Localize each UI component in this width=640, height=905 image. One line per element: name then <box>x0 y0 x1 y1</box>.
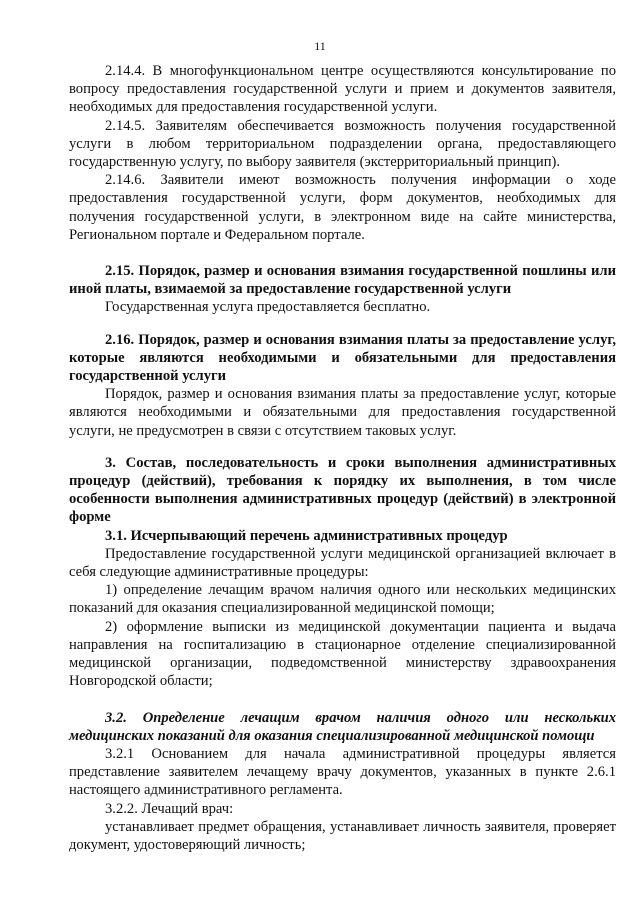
list-item-2: 2) оформление выписки из медицинской документации пациента и выдача направления на госпитализацию в стационарное отделение специализированной медицинской организации, подведомственной министерству здравоохранения Новгородской области; <box>69 618 616 690</box>
paragraph-2-14-5: 2.14.5. Заявителям обеспечивается возможность получения государственной услуги в любом территориальном подразделении органа, предоставляющего государственную услугу, по выбору заявителя (экстерриториальный принцип). <box>69 117 616 171</box>
paragraph-3-1-intro: Предоставление государственной услуги медицинской организацией включает в себя следующие административные процедуры: <box>69 545 616 581</box>
paragraph-2-14-4: 2.14.4. В многофункциональном центре осуществляются консультирование по вопросу предоставления государственной услуги и прием и документов заявителя, необходимых для предоставления государственной услуги. <box>69 63 616 116</box>
page-number: 11 <box>314 39 326 53</box>
list-item-1: 1) определение лечащим врачом наличия одного или нескольких медицинских показаний для оказания специализированной медицинской помощи; <box>69 582 616 617</box>
paragraph-3-2-2: 3.2.2. Лечащий врач: <box>105 800 234 817</box>
heading-3-1: 3.1. Исчерпывающий перечень административных процедур <box>105 527 508 544</box>
heading-section-3: 3. Состав, последовательность и сроки выполнения административных процедур (действий), требования к порядку их выполнения, в том числе особенности выполнения административных процедур (действий) в электронной форме <box>69 454 616 526</box>
heading-2-15: 2.15. Порядок, размер и основания взимания государственной пошлины или иной платы, взимаемой за предоставление государственной услуги <box>69 263 616 298</box>
paragraph-3-2-2-text: устанавливает предмет обращения, устанавливает личность заявителя, проверяет документ, удостоверяющий личность; <box>69 818 616 853</box>
heading-2-16: 2.16. Порядок, размер и основания взимания платы за предоставление услуг, которые являются необходимыми и обязательными для предоставления государственной услуги <box>69 331 616 385</box>
heading-3-2: 3.2. Определение лечащим врачом наличия одного или нескольких медицинских показаний для оказания специализированной медицинской помощи <box>69 709 616 744</box>
paragraph-2-16-text: Порядок, размер и основания взимания платы за предоставление услуг, которые являются необходимыми и обязательными для предоставления государственной услуги, не предусмотрен в связи с отсутствием таковых услуг. <box>69 386 616 439</box>
paragraph-2-15-text: Государственная услуга предоставляется бесплатно. <box>105 299 431 316</box>
paragraph-2-14-6: 2.14.6. Заявители имеют возможность получения информации о ходе предоставления государственной услуги, форм документов, необходимых для получения государственной услуги, в электронном виде на сайте министерства, Региональном портале и Федеральном портале. <box>69 172 616 243</box>
paragraph-3-2-1: 3.2.1 Основанием для начала административной процедуры является представление заявителем лечащему врачу документов, указанных в пункте 2.6.1 настоящего административного регламента. <box>69 745 616 799</box>
document-body <box>69 62 616 854</box>
